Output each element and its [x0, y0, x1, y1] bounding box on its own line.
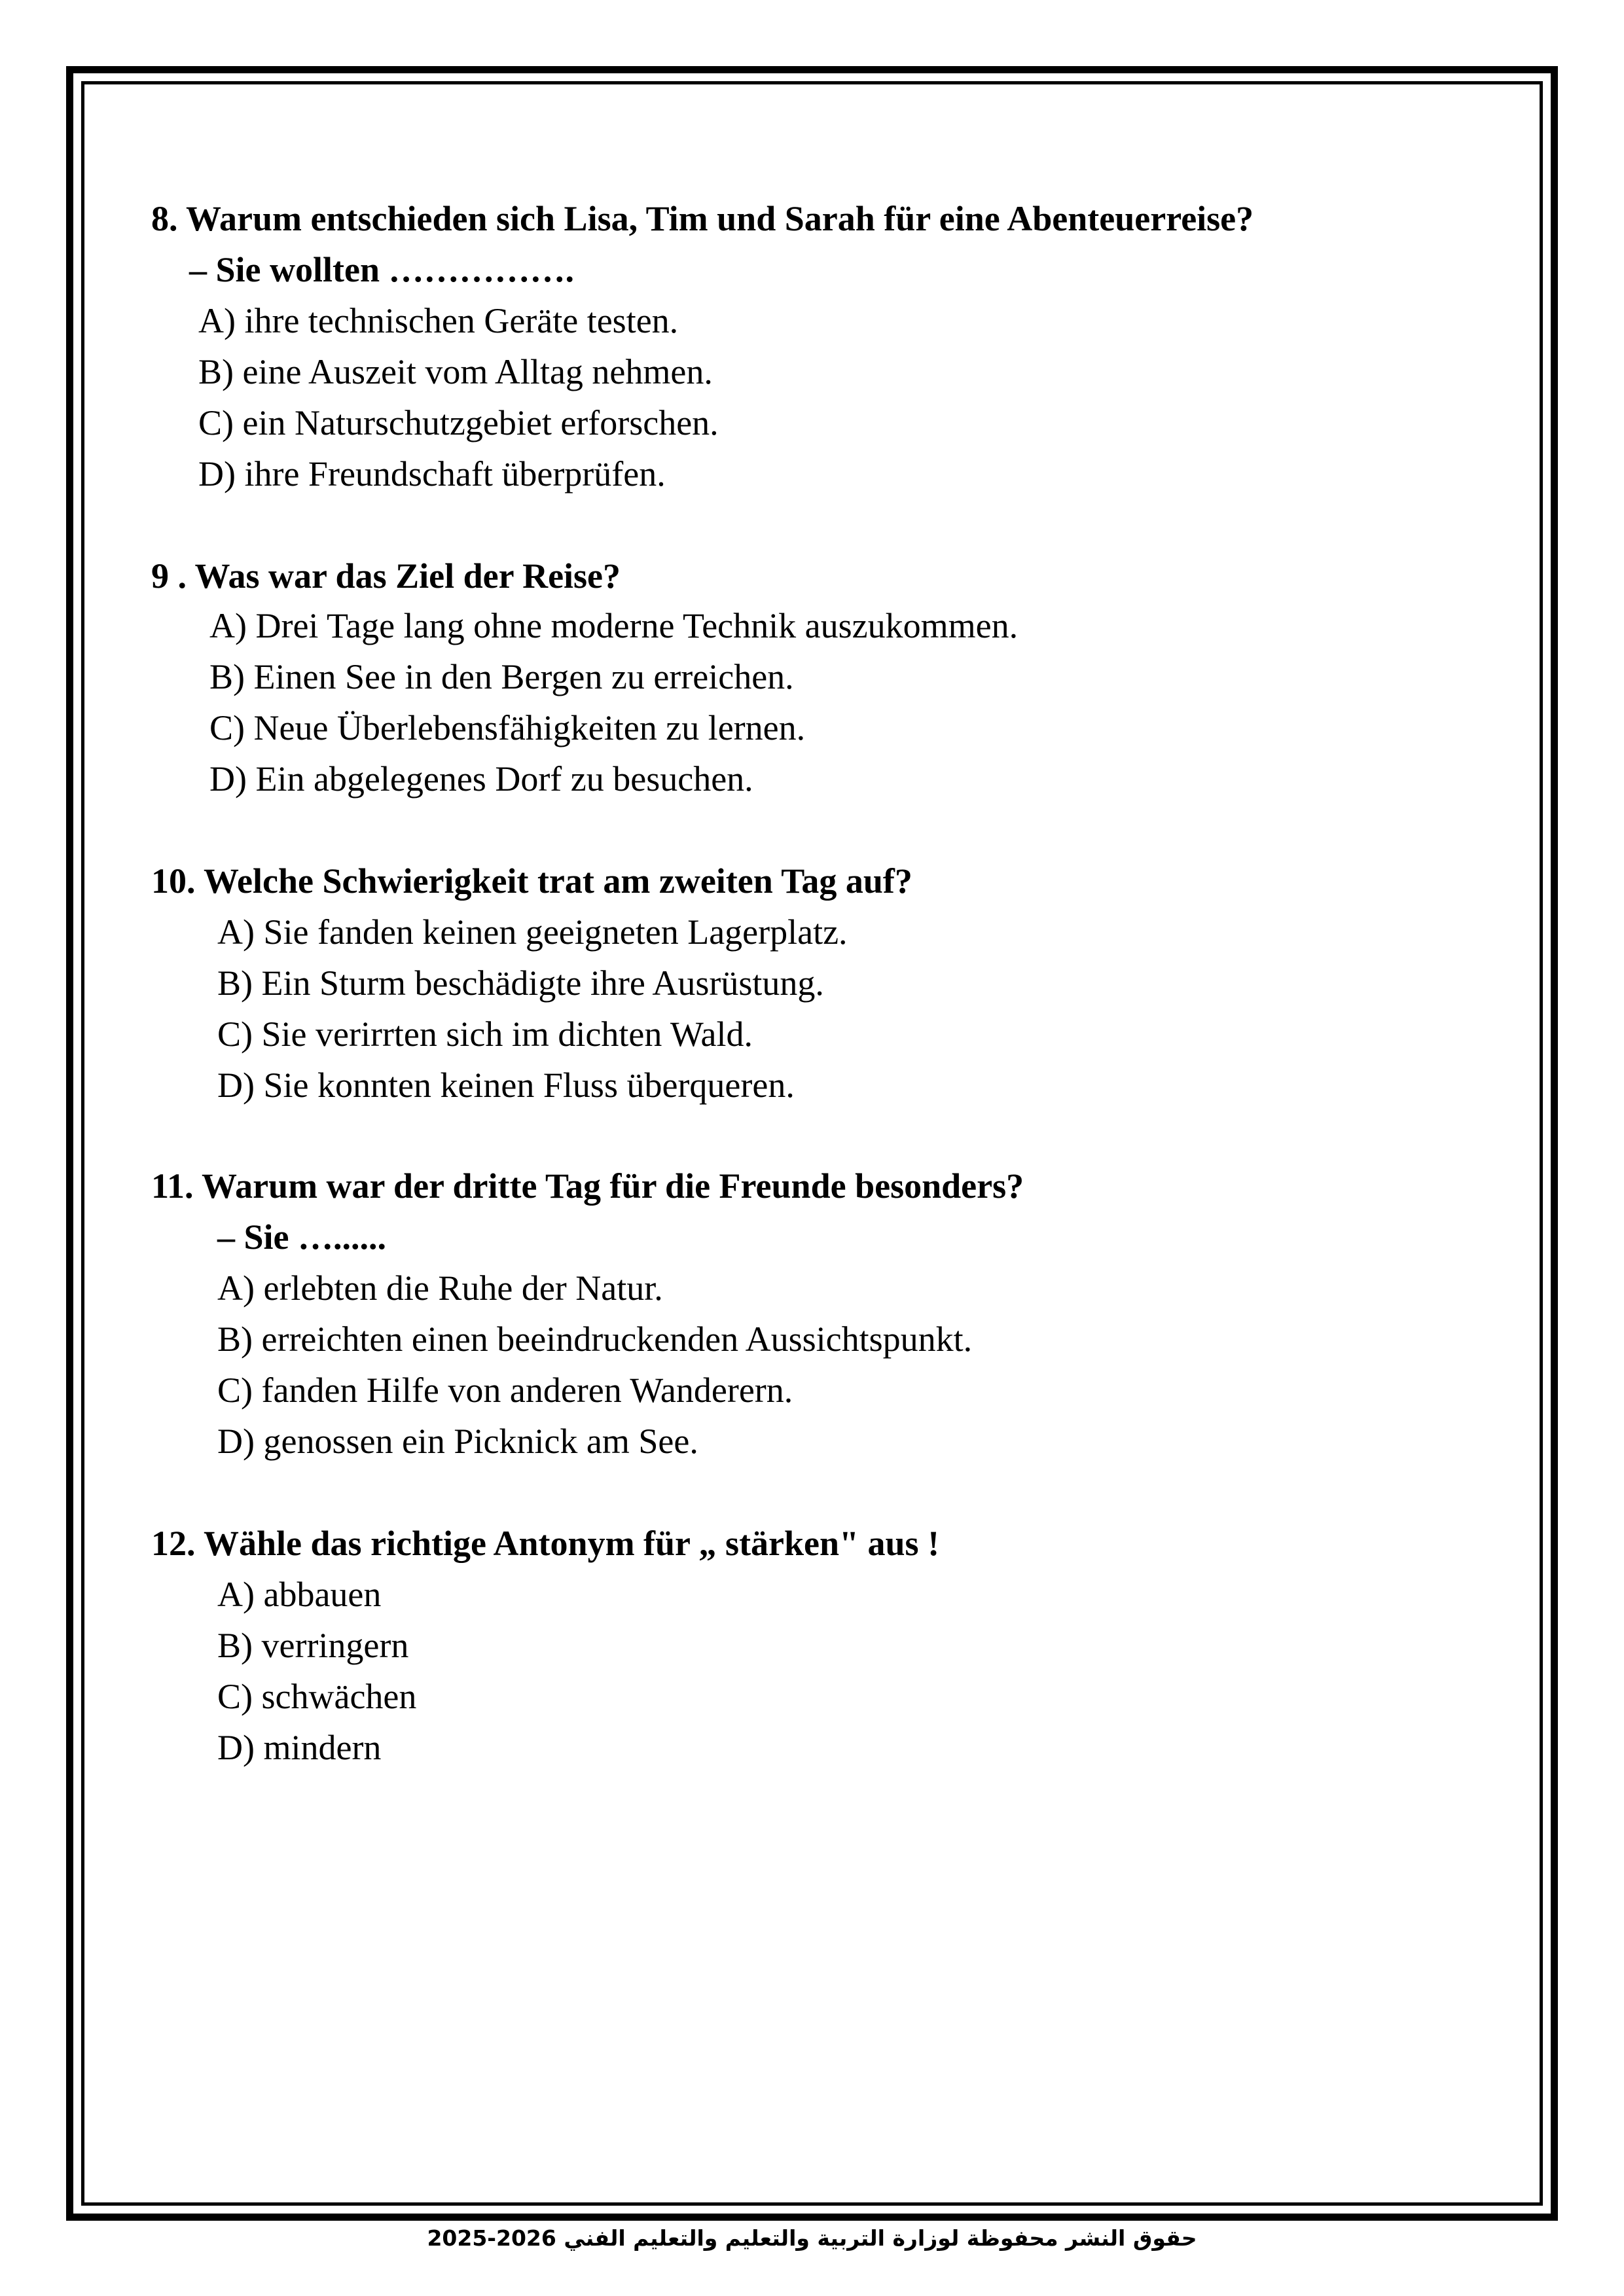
question-prompt: – Sie wollten …………….: [189, 250, 574, 289]
option-b[interactable]: B) erreichten einen beeindruckenden Aussichtspunkt.: [217, 1319, 973, 1359]
option-a[interactable]: A) Drei Tage lang ohne moderne Technik auszukommen.: [209, 606, 1019, 645]
option-d[interactable]: D) Sie konnten keinen Fluss überqueren.: [217, 1066, 795, 1105]
option-c[interactable]: C) Sie verirrten sich im dichten Wald.: [217, 1014, 753, 1054]
option-d[interactable]: D) ihre Freundschaft überprüfen.: [198, 454, 666, 493]
option-a[interactable]: A) abbauen: [217, 1575, 382, 1614]
option-b[interactable]: B) Einen See in den Bergen zu erreichen.: [209, 657, 794, 696]
question-title: 9 . Was war das Ziel der Reise?: [151, 556, 621, 596]
option-c[interactable]: C) Neue Überlebensfähigkeiten zu lernen.: [209, 708, 806, 747]
question-title: 11. Warum war der dritte Tag für die Freunde besonders?: [151, 1166, 1024, 1206]
option-c[interactable]: C) schwächen: [217, 1677, 417, 1716]
option-d[interactable]: D) mindern: [217, 1728, 382, 1767]
option-b[interactable]: B) eine Auszeit vom Alltag nehmen.: [198, 352, 713, 391]
option-c[interactable]: C) ein Naturschutzgebiet erforschen.: [198, 403, 719, 442]
copyright-footer: حقوق النشر محفوظة لوزارة التربية والتعليم والتعليم الفني 2026-2025: [427, 2225, 1197, 2251]
option-c[interactable]: C) fanden Hilfe von anderen Wanderern.: [217, 1371, 793, 1410]
page-border-inner: [81, 81, 1543, 2206]
option-a[interactable]: A) Sie fanden keinen geeigneten Lagerplatz.: [217, 912, 848, 952]
question-title: 10. Welche Schwierigkeit trat am zweiten Tag auf?: [151, 861, 912, 901]
option-b[interactable]: B) verringern: [217, 1626, 409, 1665]
option-b[interactable]: B) Ein Sturm beschädigte ihre Ausrüstung.: [217, 963, 824, 1003]
question-prompt: – Sie …......: [217, 1217, 387, 1257]
question-title: 12. Wähle das richtige Antonym für „ stärken" aus !: [151, 1524, 940, 1563]
option-a[interactable]: A) ihre technischen Geräte testen.: [198, 301, 679, 340]
question-title: 8. Warum entschieden sich Lisa, Tim und Sarah für eine Abenteuerreise?: [151, 199, 1254, 238]
option-d[interactable]: D) genossen ein Picknick am See.: [217, 1422, 698, 1461]
option-a[interactable]: A) erlebten die Ruhe der Natur.: [217, 1268, 663, 1308]
option-d[interactable]: D) Ein abgelegenes Dorf zu besuchen.: [209, 759, 753, 798]
